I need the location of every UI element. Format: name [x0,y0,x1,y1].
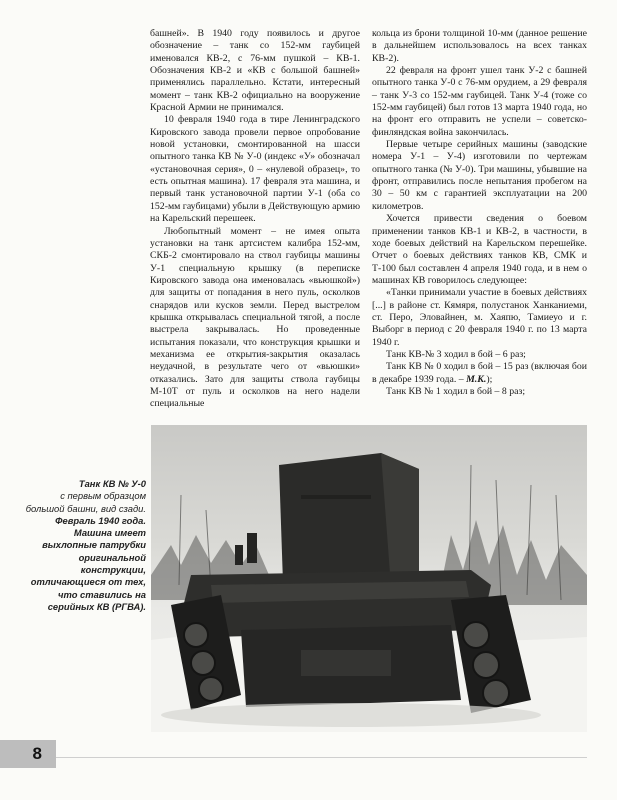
page-number: 8 [32,744,42,763]
caption-note: Машина имеет выхлопные патрубки оригинальной конструкции, отличающиеся от тех, что ставились на серийных КВ (РГВА). [30,527,146,612]
caption-date: Февраль 1940 года. [55,514,146,526]
text-fragment: ); [486,373,493,385]
paragraph: Хочется привести сведения о боевом применении танков КВ-1 и КВ-2, в частности, в ходе боевых действий на Карельском перешейке. Отчет о боевых действиях танков КВ, СМК и Т-100 был составлен 4 апреля 1940 года, и в нем о машинах КВ говорилось следующее: [372,213,587,286]
paragraph: Танк КВ № 1 ходил в бой – 8 раз; [386,385,526,397]
tank-photo [151,425,587,732]
paragraph: 22 февраля на фронт ушел танк У-2 с башней опытного танка У-0 с 76-мм орудием, а 29 февраля – танк У-3 со 152-мм гаубицей. Танк У-4 (тоже со 152-мм гаубицей) был готов 13 марта 1940 года, но на фронт его отправить не успели – советско-финляндская война закончилась. [372,65,587,138]
paragraph [372,361,587,386]
paragraph: 10 февраля 1940 года в тире Ленинградского Кировского завода провели первое опробование новой установки, смонтированной на шасси опытного танка КВ № У-0 (индекс «У» обозначал «установочная серия», 0 – «нулевой образец», то есть опытная машина). 17 февраля эта машина, и первый танк установочной партии У-1 (оба со 152-мм гаубицами) убыли в Действующую армию на Карельский перешеек. [150,114,361,225]
caption-title: Танк КВ № У-0 [78,478,146,489]
paragraph: башней». В 1940 году появилось и другое обозначение – танк со 152-мм гаубицей именовался КВ-2, с 76-мм пушкой – КВ-1. Обозначения КВ-2 и «КВ с большой башней» применялись параллельно. Кстати, интересный момент – танк КВ-2 официально на вооружение Красной Армии не принимался. [150,28,360,114]
quote-paragraph: «Танки принимали участие в боевых действиях [...] в районе ст. Кямяря, полустанок Ханканиеми, ст. Перо, Эловайнен, м. Хаяпю, Тамиеуо и г. Выборг в период с 20 февраля 1940 г. по 13 марта 1940 г. [372,287,587,348]
paragraph: Танк КВ-№ 3 ходил в бой – 6 раз; [386,348,526,360]
right-text-column [372,28,587,398]
paragraph: Первые четыре серийных машины (заводские номера У-1 – У-4) изготовили по чертежам опытного танка (№ У-0). Три машины, убывшие на фронт, отправились после непытания пробегом на 30 – 50 км с гарантией эксплуатации на 200 километров. [372,139,587,212]
caption-text: с первым образцом большой башни, вид сзади. [25,490,146,514]
paragraph: кольца из брони толщиной 10-мм (данное решение в дальнейшем использовалось на всех танках КВ-2). [372,28,587,64]
author-initials: М.К. [466,373,487,385]
photo-caption [24,478,146,613]
left-text-column [150,28,360,411]
paragraph: Любопытный момент – не имея опыта установки на танк артсистем калибра 152-мм, СКБ-2 смонтировало на ствол гаубицы машины У-1 специальную крышку (в переписке Кировского завода она именовалась «вьюшкой») для защиты от попадания в него пуль, осколков снарядов или кусков земли. Перед выстрелом крышка открывалась специальной тягой, а после выстрела закрывалась. Но проведенные испытания показали, что конструкция крышки и механизма ее открытия-закрытия оказалась неудачной, в результате чего от «вьюшки» отказались. Зато для защиты ствола гаубицы М-10Т от пуль и осколков на него надели специальные [150,225,360,410]
text-fragment: Танк КВ № 0 ходил в бой – 15 раз (включая бои в декабре 1939 года. – [372,361,587,385]
page-footer-rule [56,757,587,758]
